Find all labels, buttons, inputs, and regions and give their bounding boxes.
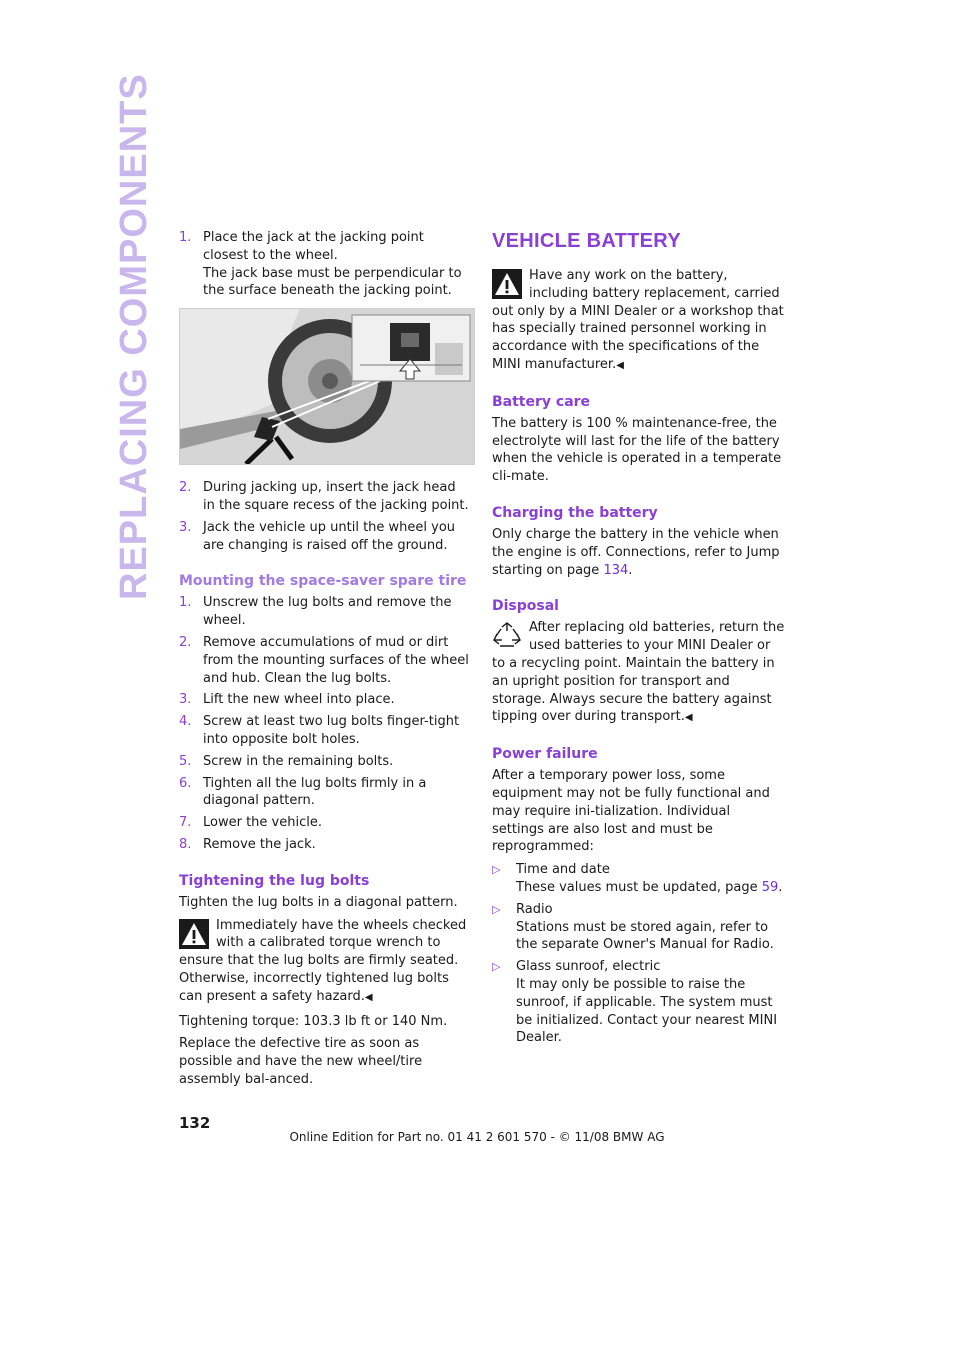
step-subtext: The jack base must be perpendicular to the surface beneath the jacking point. — [203, 265, 462, 299]
tighten-warning-callout — [179, 917, 471, 1007]
tighten-warning-text: Immediately have the wheels checked with a calibrated torque wrench to ensure that the lug bolts are firmly seated. Otherwise, incorrectly tightened lug bolts can present a safety hazard. — [179, 917, 467, 1004]
item-end: . — [778, 879, 783, 895]
step-number: 2. — [179, 634, 192, 650]
jack-illustration — [179, 308, 475, 465]
battery-care-heading: Battery care — [492, 393, 591, 410]
replace-note: Replace the defective tire as soon as possible and have the new wheel/tire assembly bal-anced. — [179, 1036, 423, 1087]
item-text: It may only be possible to raise the sunroof, if applicable. The system must be initialized. Contact your nearest MINI Dealer. — [516, 976, 778, 1046]
battery-care-text: The battery is 100 % maintenance-free, the electrolyte will last for the life of the battery when the vehicle is operated in a temperate cli-mate. — [492, 415, 782, 485]
list-item — [179, 836, 471, 854]
step-number: 8. — [179, 836, 192, 852]
step-text: Remove accumulations of mud or dirt from the mounting surfaces of the wheel and hub. Clean the lug bolts. — [203, 634, 469, 686]
time-date-page-link[interactable]: 59 — [761, 879, 779, 895]
step-number: 6. — [179, 775, 192, 791]
charging-text: Only charge the battery in the vehicle when the engine is off. Connections, refer to Jump starting on page — [492, 526, 780, 578]
triangle-bullet-icon: ▷ — [492, 863, 501, 877]
step-number: 1. — [179, 230, 192, 245]
step-text: Screw in the remaining bolts. — [203, 753, 394, 769]
list-item — [179, 229, 471, 300]
list-item — [492, 901, 785, 954]
jacking-steps-a — [179, 229, 471, 300]
step-text: Lower the vehicle. — [203, 815, 322, 831]
step-number: 3. — [179, 692, 192, 708]
battery-warning-callout — [492, 267, 785, 375]
step-number: 7. — [179, 815, 192, 831]
list-item — [179, 814, 471, 832]
step-number: 1. — [179, 595, 192, 611]
end-marker-icon: ◀ — [364, 991, 373, 1003]
step-text: During jacking up, insert the jack head in the square recess of the jacking point. — [203, 480, 469, 513]
step-text: Place the jack at the jacking point closest to the wheel. — [203, 230, 424, 263]
power-failure-heading: Power failure — [492, 746, 598, 763]
step-number: 4. — [179, 714, 192, 730]
list-item — [179, 775, 471, 811]
torque-spec: Tightening torque: 103.3 lb ft or 140 Nm. — [179, 1013, 448, 1029]
list-item — [492, 861, 785, 897]
list-item — [179, 519, 471, 555]
power-failure-list — [492, 861, 785, 1047]
triangle-bullet-icon: ▷ — [492, 960, 501, 974]
step-number: 5. — [179, 753, 192, 769]
charging-end: . — [628, 562, 633, 578]
list-item — [179, 691, 471, 709]
list-item — [179, 713, 471, 749]
charging-paragraph — [492, 526, 785, 579]
side-section-title: REPLACING COMPONENTS — [113, 73, 155, 600]
item-title: Time and date — [516, 862, 610, 878]
mount-heading: Mounting the space-saver spare tire — [179, 573, 467, 590]
mount-steps — [179, 594, 471, 853]
list-item — [179, 479, 471, 515]
disposal-callout — [492, 619, 785, 727]
end-marker-icon: ◀ — [684, 712, 693, 724]
disposal-text: After replacing old batteries, return the used batteries to your MINI Dealer or to a recycling point. Maintain the battery in an upright position for transport and storage. Always secure the battery against tipping over during transport. — [492, 620, 785, 725]
step-text: Jack the vehicle up until the wheel you are changing is raised off the ground. — [203, 519, 456, 553]
jump-start-page-link[interactable]: 134 — [603, 562, 629, 578]
warning-triangle-icon — [492, 269, 522, 299]
item-text: Stations must be stored again, refer to the separate Owner's Manual for Radio. — [516, 919, 774, 953]
tighten-intro: Tighten the lug bolts in a diagonal pattern. — [179, 894, 458, 910]
end-marker-icon: ◀ — [616, 359, 624, 371]
list-item — [179, 634, 471, 687]
item-title: Glass sunroof, electric — [516, 959, 661, 975]
step-text: Remove the jack. — [203, 836, 316, 852]
footer-text: Online Edition for Part no. 01 41 2 601 570 - © 11/08 BMW AG — [289, 1130, 665, 1144]
list-item — [179, 753, 471, 771]
item-title: Radio — [516, 901, 553, 917]
step-number: 3. — [179, 519, 192, 535]
power-failure-text: After a temporary power loss, some equipment may not be fully functional and may require ini-tialization. Individual settings are also lost and must be reprogrammed: — [492, 768, 770, 855]
list-item — [492, 958, 785, 1047]
step-text: Tighten all the lug bolts firmly in a diagonal pattern. — [203, 775, 427, 809]
recycling-icon — [492, 621, 522, 651]
jack-illustration-drawing — [180, 309, 474, 464]
step-text: Screw at least two lug bolts finger-tight into opposite bolt holes. — [203, 714, 460, 747]
step-text: Lift the new wheel into place. — [203, 692, 395, 708]
jacking-steps-b — [179, 479, 471, 554]
item-text: These values must be updated, page — [516, 879, 762, 895]
triangle-bullet-icon: ▷ — [492, 902, 501, 916]
list-item — [179, 594, 471, 630]
charging-heading: Charging the battery — [492, 504, 658, 521]
page-number: 132 — [179, 1114, 211, 1132]
battery-warning-text: Have any work on the battery, including battery replacement, carried out only by a MINI Dealer or a workshop that has specially trained personnel working in accordance with the specifications of the MINI manufacturer. — [492, 268, 784, 372]
tighten-heading: Tightening the lug bolts — [179, 872, 370, 889]
disposal-heading: Disposal — [492, 598, 559, 615]
warning-triangle-icon — [179, 919, 209, 949]
step-text: Unscrew the lug bolts and remove the wheel. — [203, 595, 452, 629]
right-column — [492, 229, 785, 1051]
section-title: VEHICLE BATTERY — [492, 230, 681, 252]
step-number: 2. — [179, 480, 192, 496]
left-column — [179, 229, 471, 1094]
